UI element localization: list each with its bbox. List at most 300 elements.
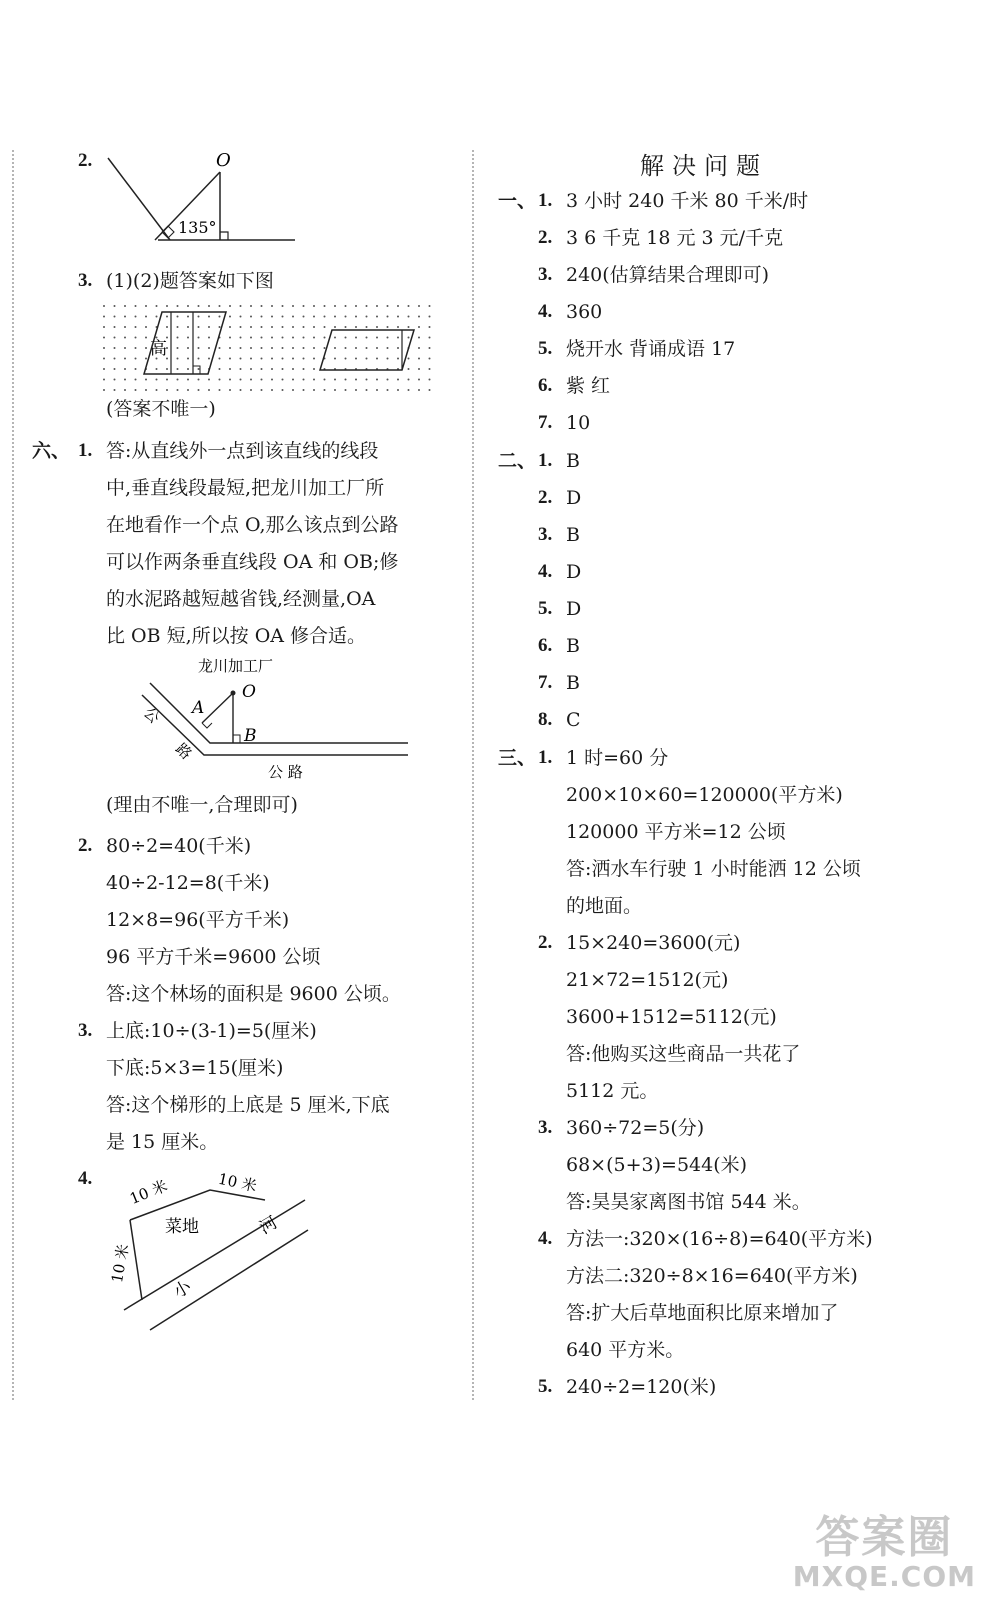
top-left-length-label: 10 米	[127, 1176, 170, 1208]
river-label: 河	[256, 1212, 282, 1239]
grid-dot	[282, 305, 284, 307]
point-a-label: A	[192, 698, 205, 718]
answer-line: 的水泥路越短越省钱,经测量,OA	[106, 588, 376, 610]
question-number: 4.	[538, 561, 553, 582]
grid-dot	[387, 305, 389, 307]
left-margin-line	[12, 150, 14, 1400]
grid-dot	[261, 358, 263, 360]
grid-dot	[187, 337, 189, 339]
grid-dot	[355, 337, 357, 339]
grid-dot	[240, 326, 242, 328]
grid-dot	[292, 389, 294, 391]
grid-dot	[303, 379, 305, 381]
grid-dot	[198, 389, 200, 391]
grid-dot	[282, 326, 284, 328]
road-label: 公 路	[268, 763, 303, 781]
grid-dot	[345, 347, 347, 349]
grid-dot	[114, 358, 116, 360]
grid-dot	[282, 358, 284, 360]
angle-figure	[100, 148, 310, 248]
grid-dot	[156, 389, 158, 391]
grid-dot	[219, 389, 221, 391]
grid-dot	[250, 316, 252, 318]
grid-dot	[366, 389, 368, 391]
grid-dot	[261, 326, 263, 328]
question-number: 5.	[538, 598, 553, 619]
grid-dot	[229, 368, 231, 370]
grid-dot	[103, 358, 105, 360]
grid-dot	[355, 326, 357, 328]
grid-dot	[418, 305, 420, 307]
grid-dot	[418, 389, 420, 391]
answer-line: 答:扩大后草地面积比原来增加了	[566, 1302, 839, 1324]
answer-line: 12×8=96(平方千米)	[106, 909, 290, 931]
grid-dot	[240, 316, 242, 318]
grid-dot	[124, 305, 126, 307]
grid-dot	[334, 316, 336, 318]
grid-dot	[303, 347, 305, 349]
grid-dot	[303, 305, 305, 307]
height-label: 高	[150, 339, 167, 359]
answer-line: 21×72=1512(元)	[566, 969, 729, 991]
grid-dot	[376, 337, 378, 339]
grid-dot	[229, 337, 231, 339]
grid-dot	[124, 347, 126, 349]
grid-dot	[282, 379, 284, 381]
answer-line: 的地面。	[566, 895, 643, 917]
question-number: 1.	[538, 190, 553, 211]
grid-dot	[355, 316, 357, 318]
grid-dot	[345, 337, 347, 339]
grid-dot	[387, 379, 389, 381]
answer-line: 200×10×60=120000(平方米)	[566, 784, 843, 806]
grid-dot	[250, 389, 252, 391]
grid-dot	[429, 358, 431, 360]
question-number: 5.	[538, 338, 553, 359]
grid-dot	[114, 368, 116, 370]
grid-dot	[219, 358, 221, 360]
grid-dot	[177, 316, 179, 318]
grid-dot	[397, 389, 399, 391]
grid-dot	[408, 379, 410, 381]
question-number: 1.	[538, 450, 553, 471]
grid-dot	[219, 316, 221, 318]
answer-line: 答:这个林场的面积是 9600 公顷。	[106, 983, 401, 1005]
grid-dot	[397, 379, 399, 381]
grid-dot	[177, 337, 179, 339]
grid-dot	[229, 305, 231, 307]
grid-dot	[271, 305, 273, 307]
grid-dot	[156, 379, 158, 381]
answer-text: B	[566, 672, 580, 694]
grid-dot	[387, 326, 389, 328]
question-number: 3.	[78, 1020, 93, 1041]
answer-line: 在地看作一个点 O,那么该点到公路	[106, 514, 399, 536]
grid-dot	[292, 368, 294, 370]
grid-dot	[198, 305, 200, 307]
grid-dot	[187, 326, 189, 328]
grid-dot	[261, 316, 263, 318]
grid-dot	[135, 368, 137, 370]
watermark-url: MXQE.COM	[792, 1560, 976, 1593]
section-title: 解决问题	[640, 152, 768, 180]
grid-dot	[376, 326, 378, 328]
answer-line: 上底:10÷(3-1)=5(厘米)	[106, 1020, 317, 1042]
grid-dot	[240, 358, 242, 360]
answer-line: 是 15 厘米。	[106, 1131, 219, 1153]
grid-dot	[418, 368, 420, 370]
small-label: 小	[170, 1276, 196, 1303]
grid-dot	[429, 305, 431, 307]
grid-dot	[229, 316, 231, 318]
grid-dot	[124, 337, 126, 339]
answer-line: 答:洒水车行驶 1 小时能洒 12 公顷	[566, 858, 861, 880]
grid-dot	[156, 305, 158, 307]
answer-line: 640 平方米。	[566, 1339, 685, 1361]
grid-dot	[397, 358, 399, 360]
top-right-length-label: 10 米	[216, 1169, 259, 1196]
grid-dot	[103, 379, 105, 381]
grid-dot	[303, 316, 305, 318]
grid-dot	[303, 337, 305, 339]
grid-dot	[145, 379, 147, 381]
grid-dot	[303, 358, 305, 360]
grid-dot	[219, 379, 221, 381]
grid-dot	[198, 358, 200, 360]
grid-dot	[166, 379, 168, 381]
grid-dot	[429, 379, 431, 381]
dot-grid-figure	[100, 302, 440, 394]
grid-dot	[124, 379, 126, 381]
grid-dot	[114, 389, 116, 391]
grid-dot	[376, 389, 378, 391]
grid-dot	[345, 316, 347, 318]
question-number: 8.	[538, 709, 553, 730]
question-number: 5.	[538, 1376, 553, 1397]
grid-dot	[114, 347, 116, 349]
grid-dot	[135, 358, 137, 360]
grid-dot	[166, 368, 168, 370]
question-number: 3.	[78, 270, 93, 291]
grid-dot	[261, 305, 263, 307]
grid-dot	[219, 368, 221, 370]
question-number: 7.	[538, 412, 553, 433]
answer-line: 方法二:320÷8×16=640(平方米)	[566, 1265, 858, 1287]
grid-dot	[250, 368, 252, 370]
section-number: 六、	[32, 440, 71, 462]
grid-dot	[418, 379, 420, 381]
grid-dot	[271, 368, 273, 370]
answer-text: 紫 红	[566, 375, 611, 397]
grid-dot	[303, 326, 305, 328]
grid-dot	[240, 305, 242, 307]
grid-dot	[324, 347, 326, 349]
grid-dot	[114, 316, 116, 318]
grid-dot	[292, 337, 294, 339]
grid-dot	[208, 305, 210, 307]
grid-dot	[418, 358, 420, 360]
grid-dot	[366, 379, 368, 381]
grid-dot	[313, 379, 315, 381]
grid-dot	[103, 305, 105, 307]
grid-dot	[250, 337, 252, 339]
grid-dot	[250, 379, 252, 381]
grid-dot	[187, 347, 189, 349]
grid-dot	[198, 326, 200, 328]
grid-dot	[219, 347, 221, 349]
point-b-label: B	[244, 726, 257, 746]
grid-dot	[313, 389, 315, 391]
question-number: 4.	[538, 301, 553, 322]
grid-dot	[313, 326, 315, 328]
grid-dot	[135, 337, 137, 339]
grid-dot	[229, 379, 231, 381]
question-number: 4.	[78, 1168, 93, 1189]
grid-dot	[334, 337, 336, 339]
grid-dot	[229, 326, 231, 328]
grid-dot	[334, 379, 336, 381]
grid-dot	[124, 316, 126, 318]
grid-dot	[135, 379, 137, 381]
grid-dot	[355, 358, 357, 360]
grid-dot	[103, 337, 105, 339]
grid-dot	[408, 337, 410, 339]
grid-dot	[408, 368, 410, 370]
grid-dot	[271, 379, 273, 381]
grid-dot	[313, 316, 315, 318]
grid-dot	[166, 389, 168, 391]
grid-dot	[187, 358, 189, 360]
grid-dot	[114, 326, 116, 328]
grid-dot	[114, 379, 116, 381]
answer-text: 240(估算结果合理即可)	[566, 264, 770, 286]
angle-label: 135°	[178, 218, 217, 237]
grid-dot	[198, 379, 200, 381]
grid-dot	[187, 379, 189, 381]
grid-dot	[261, 389, 263, 391]
grid-dot	[324, 316, 326, 318]
grid-dot	[198, 316, 200, 318]
question-number: 2.	[538, 227, 553, 248]
grid-dot	[408, 358, 410, 360]
grid-dot	[271, 389, 273, 391]
grid-dot	[240, 379, 242, 381]
grid-dot	[145, 337, 147, 339]
grid-dot	[282, 389, 284, 391]
answer-line: 80÷2=40(千米)	[106, 835, 252, 857]
grid-dot	[198, 337, 200, 339]
road-label: 公	[140, 703, 164, 728]
question-number: 2.	[538, 932, 553, 953]
grid-dot	[334, 389, 336, 391]
grid-dot	[187, 389, 189, 391]
grid-dot	[187, 305, 189, 307]
answer-line: 答:他购买这些商品一共花了	[566, 1043, 801, 1065]
grid-dot	[366, 347, 368, 349]
answer-text: D	[566, 598, 582, 620]
grid-dot	[177, 326, 179, 328]
grid-dot	[408, 305, 410, 307]
answer-text: D	[566, 561, 582, 583]
grid-dot	[261, 337, 263, 339]
grid-dot	[156, 368, 158, 370]
grid-dot	[229, 347, 231, 349]
grid-dot	[135, 326, 137, 328]
grid-dot	[250, 358, 252, 360]
answer-text: D	[566, 487, 582, 509]
grid-dot	[345, 358, 347, 360]
grid-dot	[166, 316, 168, 318]
grid-dot	[387, 389, 389, 391]
grid-dot	[324, 389, 326, 391]
grid-dot	[124, 389, 126, 391]
grid-dot	[187, 316, 189, 318]
answer-line: 比 OB 短,所以按 OA 修合适。	[106, 625, 367, 647]
grid-dot	[397, 337, 399, 339]
grid-dot	[145, 347, 147, 349]
answer-line: 5112 元。	[566, 1080, 659, 1102]
grid-dot	[135, 347, 137, 349]
grid-dot	[177, 358, 179, 360]
grid-dot	[408, 326, 410, 328]
grid-dot	[324, 326, 326, 328]
grid-dot	[355, 347, 357, 349]
grid-dot	[313, 358, 315, 360]
answer-text: 烧开水 背诵成语 17	[566, 338, 736, 360]
question-number: 7.	[538, 672, 553, 693]
point-o-label: O	[242, 682, 256, 702]
grid-dot	[271, 347, 273, 349]
question-number: 3.	[538, 264, 553, 285]
grid-dot	[397, 347, 399, 349]
grid-dot	[208, 326, 210, 328]
grid-dot	[418, 337, 420, 339]
answer-line: 答:从直线外一点到该直线的线段	[106, 440, 379, 462]
grid-dot	[397, 305, 399, 307]
grid-dot	[177, 389, 179, 391]
grid-dot	[292, 305, 294, 307]
grid-dot	[114, 305, 116, 307]
grid-dot	[219, 305, 221, 307]
grid-dot	[208, 316, 210, 318]
answer-line: 68×(5+3)=544(米)	[566, 1154, 748, 1176]
grid-dot	[261, 347, 263, 349]
grid-dot	[145, 316, 147, 318]
answer-line: 40÷2-12=8(千米)	[106, 872, 270, 894]
watermark-title: 答案圈	[815, 1512, 954, 1563]
vegetable-field-figure	[100, 1160, 320, 1380]
grid-dot	[103, 347, 105, 349]
grid-dot	[324, 337, 326, 339]
grid-dot	[334, 305, 336, 307]
grid-dot	[261, 379, 263, 381]
grid-dot	[313, 337, 315, 339]
left-length-label: 10 米	[107, 1242, 133, 1285]
grid-dot	[292, 358, 294, 360]
question-number: 1.	[78, 440, 93, 461]
answer-text: C	[566, 709, 581, 731]
grid-dot	[271, 326, 273, 328]
grid-dot	[240, 337, 242, 339]
answer-text: 3 小时 240 千米 80 千米/时	[566, 190, 809, 212]
grid-dot	[198, 368, 200, 370]
section-number: 三、	[498, 747, 537, 769]
grid-dot	[208, 337, 210, 339]
question-number: 3.	[538, 1117, 553, 1138]
grid-dot	[177, 368, 179, 370]
grid-dot	[187, 368, 189, 370]
section-number: 二、	[498, 450, 537, 472]
grid-dot	[156, 316, 158, 318]
grid-dot	[429, 368, 431, 370]
grid-dot	[408, 389, 410, 391]
grid-dot	[250, 347, 252, 349]
grid-dot	[418, 316, 420, 318]
grid-dot	[135, 389, 137, 391]
answer-text: B	[566, 635, 580, 657]
grid-dot	[271, 337, 273, 339]
grid-dot	[208, 358, 210, 360]
grid-dot	[376, 358, 378, 360]
grid-dot	[303, 389, 305, 391]
question-number: 2.	[78, 835, 93, 856]
grid-dot	[366, 326, 368, 328]
grid-dot	[366, 305, 368, 307]
question-number: 2.	[78, 150, 93, 171]
note-text: (答案不唯一)	[106, 398, 216, 420]
grid-dot	[166, 305, 168, 307]
grid-dot	[145, 326, 147, 328]
grid-dot	[282, 316, 284, 318]
grid-dot	[355, 389, 357, 391]
grid-dot	[292, 347, 294, 349]
answer-line: 答:昊昊家离图书馆 544 米。	[566, 1191, 811, 1213]
grid-dot	[292, 326, 294, 328]
grid-dot	[387, 358, 389, 360]
grid-dot	[198, 347, 200, 349]
grid-dot	[313, 305, 315, 307]
grid-dot	[219, 326, 221, 328]
answer-text: 10	[566, 412, 591, 434]
answer-line: 答:这个梯形的上底是 5 厘米,下底	[106, 1094, 390, 1116]
grid-dot	[429, 337, 431, 339]
grid-dot	[429, 389, 431, 391]
grid-dot	[145, 305, 147, 307]
grid-dot	[366, 337, 368, 339]
grid-dot	[376, 316, 378, 318]
grid-dot	[313, 368, 315, 370]
grid-dot	[135, 305, 137, 307]
answer-line: 3600+1512=5112(元)	[566, 1006, 777, 1028]
grid-dot	[334, 358, 336, 360]
grid-dot	[177, 379, 179, 381]
question-number: 3.	[538, 524, 553, 545]
grid-dot	[397, 326, 399, 328]
field-label: 菜地	[165, 1217, 199, 1237]
factory-label: 龙川加工厂	[198, 657, 274, 675]
grid-dot	[313, 347, 315, 349]
grid-dot	[387, 316, 389, 318]
grid-dot	[208, 379, 210, 381]
question-number: 6.	[538, 635, 553, 656]
answer-line: 可以作两条垂直线段 OA 和 OB;修	[106, 551, 399, 573]
grid-dot	[376, 379, 378, 381]
grid-dot	[387, 347, 389, 349]
road-label: 路	[172, 739, 196, 764]
answer-line: 方法一:320×(16÷8)=640(平方米)	[566, 1228, 873, 1250]
answer-text: 3 6 千克 18 元 3 元/千克	[566, 227, 784, 249]
grid-dot	[145, 389, 147, 391]
